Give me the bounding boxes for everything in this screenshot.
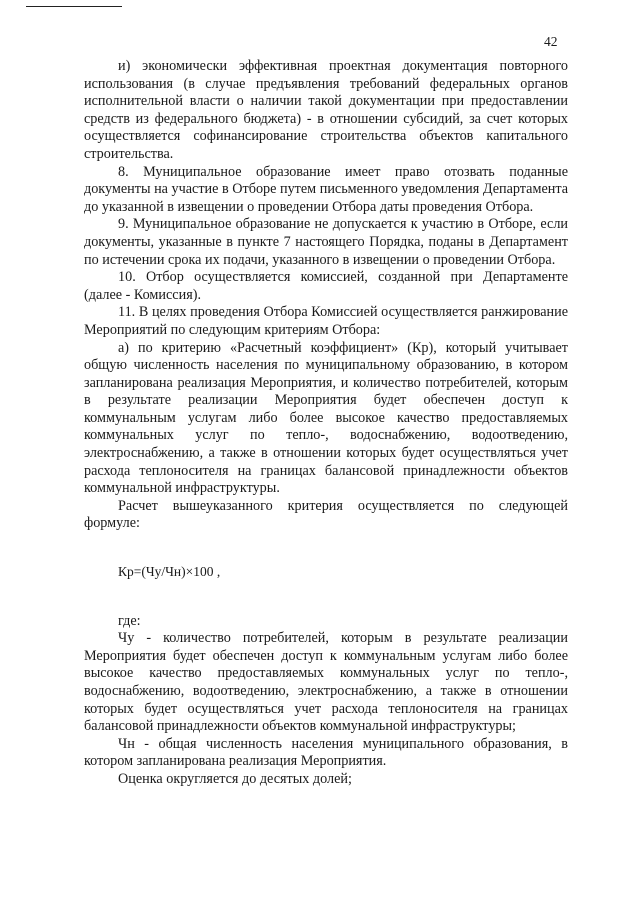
paragraph-formula-intro: Расчет вышеуказанного критерия осуществляется по следующей формуле: [84, 497, 568, 532]
page-number: 42 [544, 34, 558, 49]
paragraph-criterion-a: а) по критерию «Расчетный коэффициент» (Кр), который учитывает общую численность населения по муниципальному образованию, в котором запланирована реализация Мероприятия, и количество потребителей, которым в результате реализации Мероприятия будет обеспечен доступ к коммунальным услугам либо более высокое качество предоставляемых коммунальных услуг по тепло-, водоснабжению, водоотведению, электроснабжению, а также в отношении которых будет осуществляться учет расхода теплоносителя на границах балансовой принадлежности объектов коммунальной инфраструктуры. [84, 339, 568, 497]
paragraph-10: 10. Отбор осуществляется комиссией, созданной при Департаменте (далее - Комиссия). [84, 269, 568, 303]
formula: Кр=(Чу/Чн)×100 , [118, 564, 221, 580]
definition-chu: Чу - количество потребителей, которым в результате реализации Мероприятия будет обеспечен доступ к коммунальным услугам либо более высокое качество предоставляемых коммунальных услуг по тепло-, водоснабжению, водоотведению, электроснабжению, а также в отношении которых будет осуществляться учет расхода теплоносителя на границах балансовой принадлежности объектов коммунальной инфраструктуры; [84, 630, 568, 735]
paragraph-8: 8. Муниципальное образование имеет право отозвать поданные документы на участие в Отборе путем письменного уведомления Департамента до указанной в извещении о проведении Отбора даты проведения Отбора. [84, 163, 568, 215]
paragraph-9: 9. Муниципальное образование не допускается к участию в Отборе, если документы, указанные в пункте 7 настоящего Порядка, поданы в Департамент по истечении срока их подачи, указанного в извещении о проведении Отбора. [84, 216, 568, 268]
paragraph-where: где: [118, 612, 141, 629]
top-rule-line [26, 6, 122, 7]
definition-chn: Чн - общая численность населения муниципального образования, в котором запланирована реализация Мероприятия. [84, 735, 568, 770]
paragraph-item-i: и) экономически эффективная проектная документация повторного использования (в случае предъявления требований федеральных органов исполнительной власти о наличии такой документации при предоставлении средств из федерального бюджета) - в отношении субсидий, за счет которых осуществляется софинансирование строительства объектов капитального строительства. [84, 58, 568, 162]
document-body [84, 58, 568, 789]
paragraph-11: 11. В целях проведения Отбора Комиссией осуществляется ранжирование Мероприятий по следующим критериям Отбора: [84, 304, 568, 338]
paragraph-rounding: Оценка округляется до десятых долей; [118, 770, 352, 787]
